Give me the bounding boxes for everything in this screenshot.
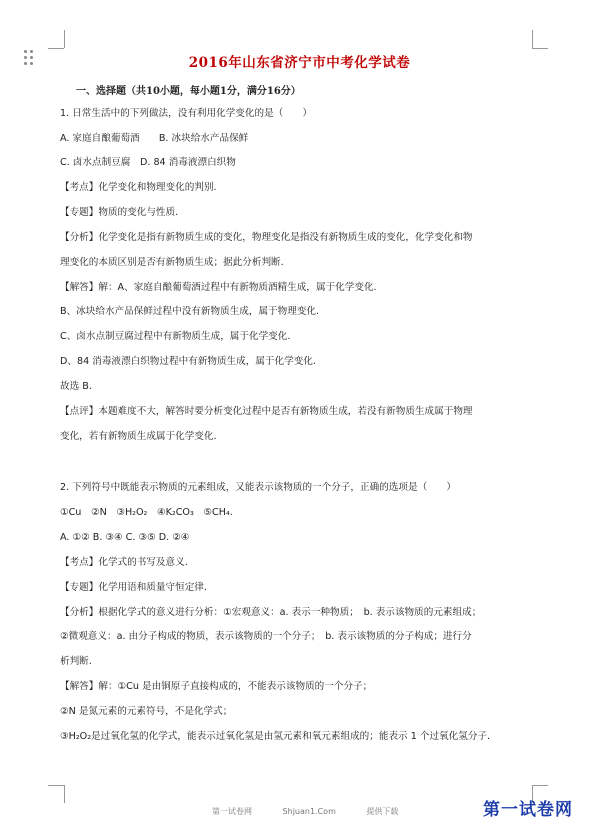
question-2-stem: 2. 下列符号中既能表示物质的元素组成，又能表示该物质的一个分子，正确的选项是（ ）: [60, 482, 456, 493]
question-2-answer-n: ②N 是氮元素的元素符号，不是化学式；: [60, 706, 233, 717]
question-1-knowledge-point: 【考点】化学变化和物理变化的判别.: [60, 182, 217, 193]
question-1-choice: 故选 B.: [60, 381, 92, 392]
question-2-analysis-end: 析判断.: [60, 656, 92, 667]
watermark-logo: 第一试卷网: [483, 800, 573, 820]
crop-mark-bottom-left-vertical: [64, 785, 65, 803]
question-1-answer-c: C、卤水点制豆腐过程中有新物质生成，属于化学变化.: [60, 331, 291, 342]
crop-mark-top-right-vertical: [532, 30, 533, 48]
question-1-options-ab: A. 家庭自酿葡萄酒 B. 冰块给水产品保鲜: [60, 133, 249, 144]
question-2-analysis-cont: ②微观意义：a. 由分子构成的物质，表示该物质的一个分子； b. 表示该物质的分子构成；进行分: [60, 631, 472, 642]
question-2-options: A. ①② B. ③④ C. ③⑤ D. ②④: [60, 532, 190, 543]
footer-download-note: 提供下载: [366, 807, 399, 816]
document-title: 2016年山东省济宁市中考化学试卷: [188, 55, 411, 71]
question-1-analysis-cont: 理变化的本质区别是否有新物质生成；据此分析判断.: [60, 257, 284, 268]
question-1-answer-b: B、冰块给水产品保鲜过程中没有新物质生成，属于物理变化.: [60, 306, 320, 317]
crop-mark-top-left-vertical: [64, 30, 65, 48]
question-1-comment-cont: 变化，若有新物质生成属于化学变化.: [60, 431, 217, 442]
question-1-stem: 1. 日常生活中的下列做法，没有利用化学变化的是（ ）: [60, 108, 313, 119]
question-2-symbols: ①Cu ②N ③H₂O₂ ④K₂CO₃ ⑤CH₄.: [60, 507, 233, 518]
question-2-answer-h2o2: ③H₂O₂是过氧化氢的化学式，能表示过氧化氢是由氢元素和氧元素组成的；能表示 1 个过氧化氢分子.: [60, 731, 491, 742]
crop-mark-top-right: [532, 48, 548, 49]
question-1-options-cd: C. 卤水点制豆腐 D. 84 消毒液漂白织物: [60, 157, 236, 168]
question-1-answer: 【解答】解：A、家庭自酿葡萄酒过程中有新物质酒精生成，属于化学变化.: [60, 282, 377, 293]
section-heading: 一、选择题（共10小题，每小题1分，满分16分）: [76, 86, 301, 97]
footer-site-name: 第一试卷网: [212, 807, 252, 816]
question-2-knowledge-point: 【考点】化学式的书写及意义.: [60, 557, 188, 568]
question-2-topic: 【专题】化学用语和质量守恒定律.: [60, 582, 207, 593]
footer-site-url[interactable]: Shjuan1.Com: [282, 807, 336, 816]
question-1-answer-d: D、84 消毒液漂白织物过程中有新物质生成，属于化学变化.: [60, 356, 316, 367]
page-footer: [212, 806, 426, 817]
question-2-answer: 【解答】解：①Cu 是由铜原子直接构成的，不能表示该物质的一个分子；: [60, 681, 373, 692]
crop-mark-bottom-right: [532, 785, 548, 786]
question-2-analysis: 【分析】根据化学式的意义进行分析：①宏观意义：a. 表示一种物质； b. 表示该物质的元素组成；: [60, 607, 482, 618]
question-1-topic: 【专题】物质的变化与性质.: [60, 207, 179, 218]
crop-mark-bottom-left: [48, 785, 64, 786]
question-1-analysis: 【分析】化学变化是指有新物质生成的变化，物理变化是指没有新物质生成的变化，化学变化和物: [60, 232, 473, 243]
crop-mark-top-left: [48, 48, 64, 49]
question-1-comment: 【点评】本题难度不大，解答时要分析变化过程中是否有新物质生成，若没有新物质生成属于物理: [60, 406, 473, 417]
